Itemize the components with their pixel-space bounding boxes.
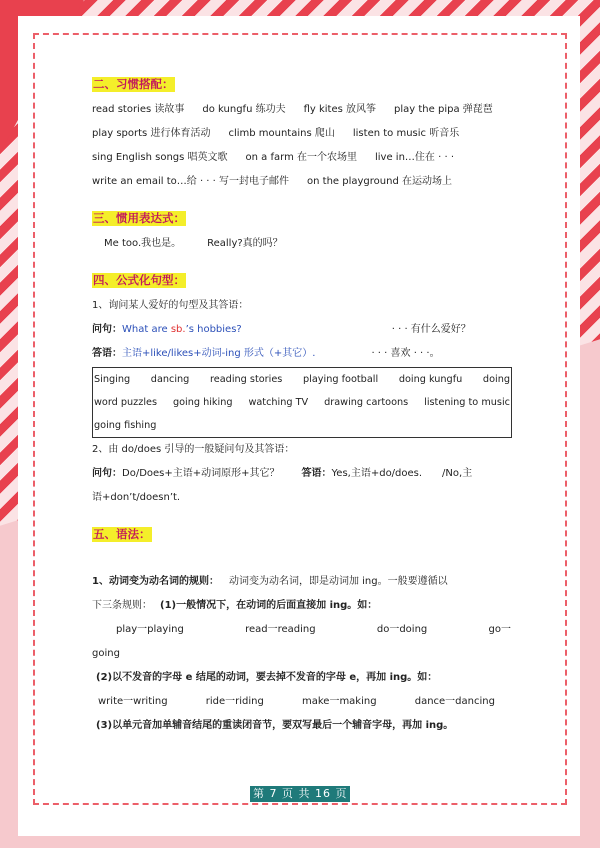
section-heading-3: 三、惯用表达式： (93, 211, 185, 225)
example-row-2 (92, 690, 517, 714)
collocation-row (92, 122, 517, 146)
rule-desc: 动词变为动名词，即是动词加 ing。一般要遵循以 (228, 576, 448, 587)
section-heading-2: 二、习惯搭配： (93, 77, 174, 91)
rule-title: 1、动词变为动名词的规则： (92, 576, 219, 587)
collocation-item: do kungfu 练功夫 (202, 104, 286, 115)
expression-row (92, 232, 517, 256)
expression-item: Really?真的吗？ (207, 238, 283, 249)
question-2-title: 2、由 do/does 引导的一般疑问句及其答语： (92, 444, 295, 455)
answer-text: 主语+like/likes+动词-ing 形式（+其它）. (122, 348, 316, 359)
hobby-item: playing football (303, 374, 379, 385)
example-item: dance一dancing (414, 696, 495, 707)
hobby-item: Singing (94, 374, 131, 385)
collocation-item: on a farm 在一个农场里 (245, 152, 357, 163)
rule-1: (1)一般情况下，在动词的后面直接加 ing。如： (160, 600, 378, 611)
collocation-item: play sports 进行体育活动 (92, 128, 211, 139)
section-heading-5: 五、语法： (93, 527, 151, 541)
collocation-item: play the pipa 弹琵琶 (394, 104, 493, 115)
collocation-item: on the playground 在运动场上 (307, 176, 452, 187)
ask-text-sb: sb. (170, 324, 186, 335)
page-number: 第 7 页 共 16 页 (250, 786, 350, 802)
hobby-item: drawing cartoons (324, 397, 409, 408)
q2-answer-continued: 语+don’t/doesn’t. (92, 492, 181, 503)
collocation-row (92, 170, 517, 194)
hobby-item: going hiking (172, 397, 233, 408)
example-item: do一doing (376, 624, 428, 635)
example-item: go一 (488, 624, 511, 635)
collocation-row (92, 146, 517, 170)
hobby-item: going fishing (94, 420, 157, 431)
collocation-item: fly kites 放风筝 (303, 104, 377, 115)
collocation-item: climb mountains 爬山 (228, 128, 335, 139)
section-heading-4: 四、公式化句型： (93, 273, 185, 287)
q2-ask-text: Do/Does+主语+动词原形+其它？ (122, 468, 280, 479)
question-1-title: 1、询问某人爱好的句型及其答语： (92, 300, 249, 311)
rule-line-2 (92, 594, 517, 618)
hobby-item: listening to music (424, 397, 510, 408)
rule-desc-2: 下三条规则： (92, 600, 152, 611)
document-content (92, 72, 517, 738)
hobby-item: watching TV (248, 397, 309, 408)
hobby-item: word puzzles (94, 397, 158, 408)
example-item: read一reading (245, 624, 316, 635)
ask-text-end: ’s hobbies? (185, 324, 242, 335)
q2-ask-label: 问句： (92, 468, 122, 479)
watermark: 头条号 / 学霸联盟 (462, 822, 550, 835)
collocation-item: live in…住在 · · · (375, 152, 454, 163)
example-row-1 (92, 618, 517, 642)
hobby-item: doing (482, 374, 510, 385)
answer-meaning: · · · 喜欢 · · ·。 (371, 348, 440, 359)
ask-line (92, 318, 517, 342)
collocation-row (92, 98, 517, 122)
table-row (93, 368, 512, 438)
q2-answer-label: 答语： (301, 468, 332, 479)
rule-2: (2)以不发音的字母 e 结尾的动词，要去掉不发音的字母 e，再加 ing。如： (96, 672, 438, 683)
rule-line (92, 570, 517, 594)
answer-label: 答语： (92, 348, 122, 359)
collocation-item: sing English songs 唱英文歌 (92, 152, 228, 163)
example-item: play一playing (116, 624, 184, 635)
q2-answer-text: Yes,主语+do/does. /No,主 (331, 468, 473, 479)
ask-text: What are (122, 324, 171, 335)
collocation-item: write an email to…给 · · · 写一封电子邮件 (92, 176, 290, 187)
hobby-item: reading stories (210, 374, 283, 385)
example-row-1-tail: going (92, 648, 120, 659)
collocation-item: listen to music 听音乐 (352, 128, 460, 139)
collocation-item: read stories 读故事 (92, 104, 185, 115)
hobby-item: doing kungfu (398, 374, 463, 385)
example-item: ride一riding (205, 696, 264, 707)
example-item: make一making (301, 696, 377, 707)
ask-label: 问句： (92, 324, 122, 335)
q2-line (92, 462, 517, 486)
example-item: write一writing (98, 696, 168, 707)
rule-3: (3)以单元音加单辅音结尾的重读闭音节，要双写最后一个辅音字母，再加 ing。 (96, 720, 454, 731)
expression-item: Me too.我也是。 (104, 238, 182, 249)
hobbies-table (92, 367, 512, 438)
answer-line (92, 342, 517, 366)
hobby-item: dancing (150, 374, 190, 385)
ask-meaning: · · · 有什么爱好？ (391, 324, 471, 335)
